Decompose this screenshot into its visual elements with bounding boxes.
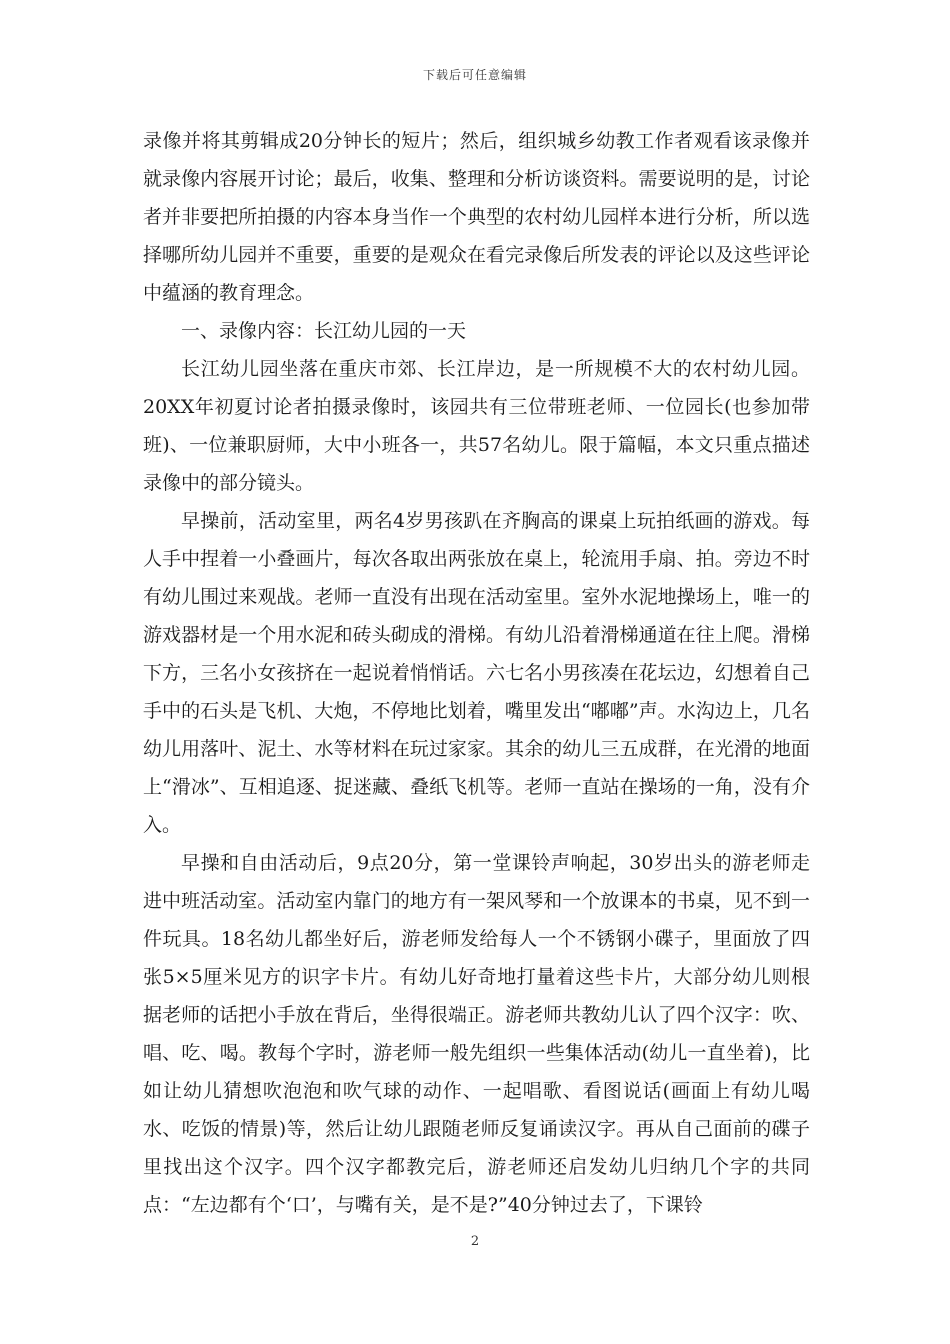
document-body (143, 122, 810, 1224)
page-number: 2 (470, 1234, 480, 1249)
paragraph-first-class: 早操和自由活动后，9点20分，第一堂课铃声响起，30岁出头的游老师走进中班活动室。活动室内靠门的地方有一架风琴和一个放课本的书桌，见不到一件玩具。18名幼儿都坐好后，游老师发给每人一个不锈钢小碟子，里面放了四张5×5厘米见方的识字卡片。有幼儿好奇地打量着这些卡片，大部分幼儿则根据老师的话把小手放在背后，坐得很端正。游老师共教幼儿认了四个汉字：吹、唱、吃、喝。教每个字时，游老师一般先组织一些集体活动(幼儿一直坐着)，比如让幼儿猜想吹泡泡和吹气球的动作、一起唱歌、看图说话(画面上有幼儿喝水、吃饭的情景)等，然后让幼儿跟随老师反复诵读汉字。再从自己面前的碟子里找出这个汉字。四个汉字都教完后，游老师还启发幼儿归纳几个字的共同点：“左边都有个‘口’，与嘴有关，是不是?”40分钟过去了，下课铃 (143, 852, 810, 1216)
page-header: 下载后可任意编辑 (422, 68, 527, 82)
paragraph-morning-exercise: 早操前，活动室里，两名4岁男孩趴在齐胸高的课桌上玩拍纸画的游戏。每人手中捏着一小叠画片，每次各取出两张放在桌上，轮流用手扇、拍。旁边不时有幼儿围过来观战。老师一直没有出现在活动室里。室外水泥地操场上，唯一的游戏器材是一个用水泥和砖头砌成的滑梯。有幼儿沿着滑梯通道在往上爬。滑梯下方，三名小女孩挤在一起说着悄悄话。六七名小男孩凑在花坛边，幻想着自己手中的石头是飞机、大炮，不停地比划着，嘴里发出“嘟嘟”声。水沟边上，几名幼儿用落叶、泥土、水等材料在玩过家家。其余的幼儿三五成群，在光滑的地面上“滑冰”、互相追逐、捉迷藏、叠纸飞机等。老师一直站在操场的一角，没有介入。 (143, 510, 810, 836)
paragraph-continuation: 录像并将其剪辑成20分钟长的短片；然后，组织城乡幼教工作者观看该录像并就录像内容展开讨论；最后，收集、整理和分析访谈资料。需要说明的是，讨论者并非要把所拍摄的内容本身当作一个典型的农村幼儿园样本进行分析，所以选择哪所幼儿园并不重要，重要的是观众在看完录像后所发表的评论以及这些评论中蕴涵的教育理念。 (143, 130, 810, 304)
section-heading: 一、录像内容：长江幼儿园的一天 (181, 320, 467, 342)
paragraph-kindergarten-intro: 长江幼儿园坐落在重庆市郊、长江岸边，是一所规模不大的农村幼儿园。20XX年初夏讨论者拍摄录像时，该园共有三位带班老师、一位园长(也参加带班)、一位兼职厨师，大中小班各一，共57名幼儿。限于篇幅，本文只重点描述录像中的部分镜头。 (143, 358, 810, 494)
